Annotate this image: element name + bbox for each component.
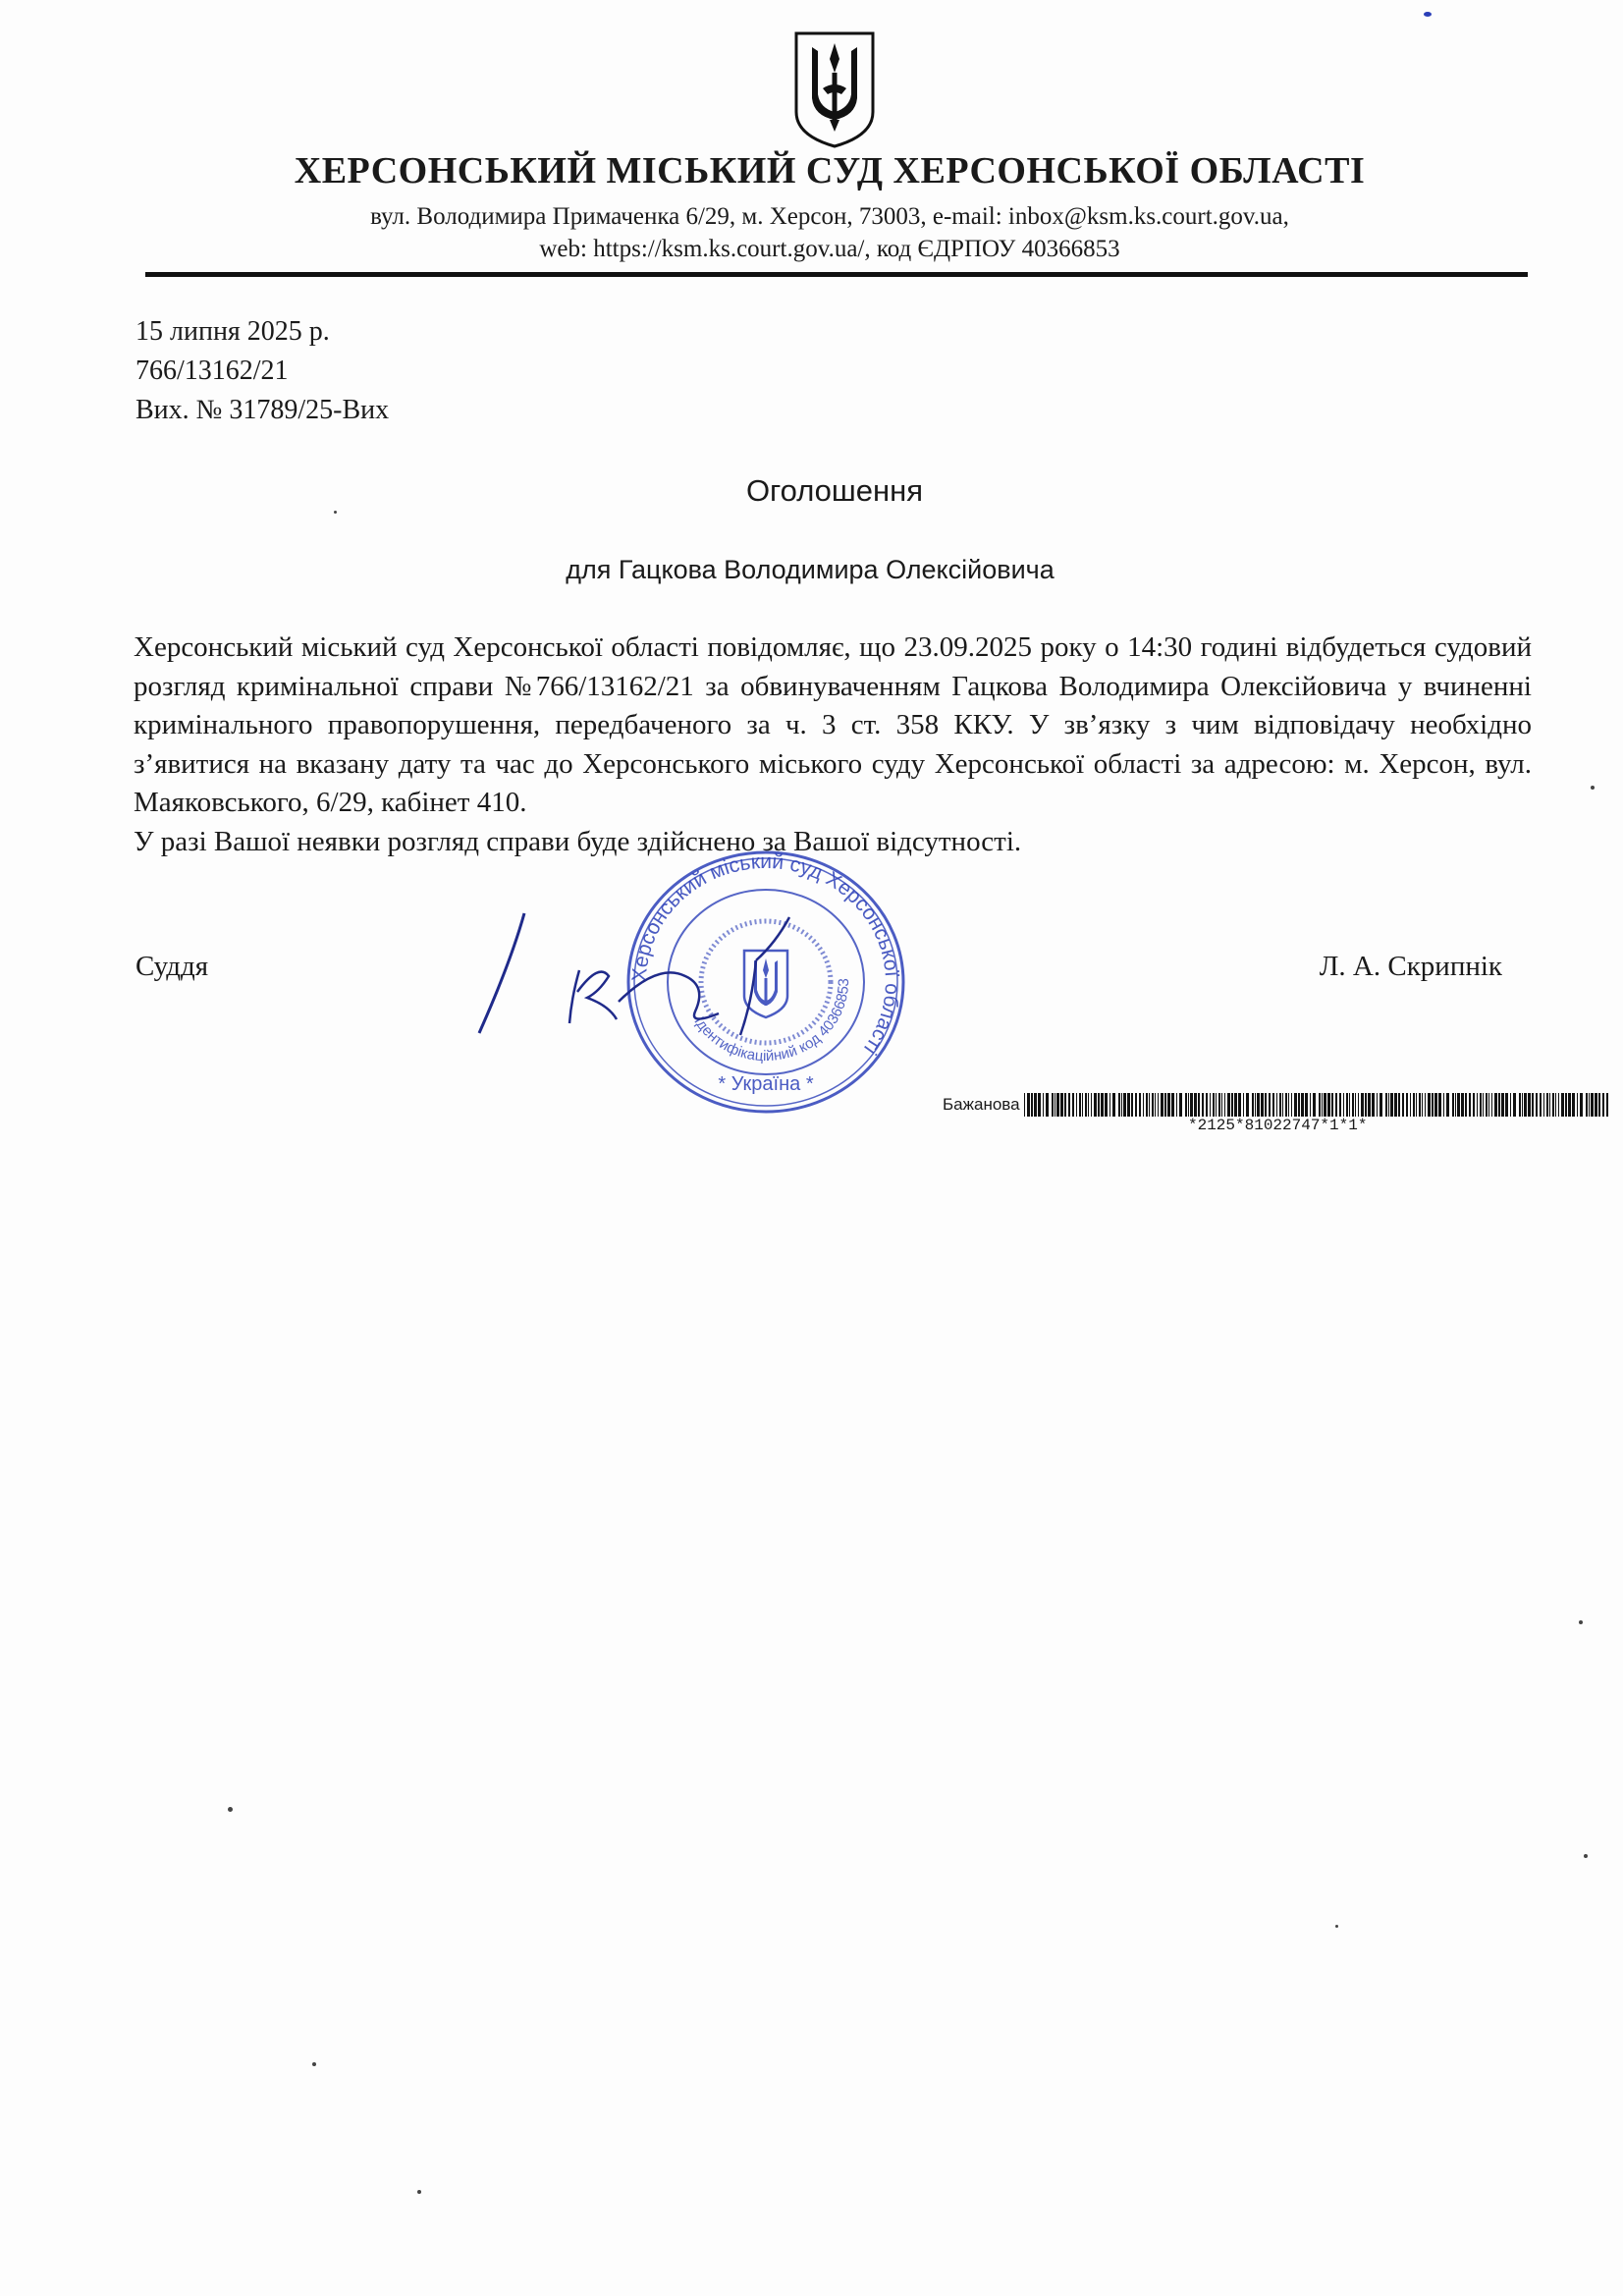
absence-warning-paragraph: У разі Вашої неявки розгляд справи буде здійснено за Вашої відсутності. [134,825,1022,857]
scan-speck [1424,12,1432,17]
seal-inner-text: Ідентифікаційний код 40366853 [690,978,853,1066]
barcode-bar [1088,1093,1089,1117]
barcode-bar [1052,1093,1054,1117]
barcode-bar [1343,1093,1344,1117]
outgoing-number: Вих. № 31789/25-Вих [135,395,390,425]
barcode-bar [1085,1093,1087,1117]
barcode-bar [1068,1093,1070,1117]
barcode-bar [1589,1093,1590,1117]
barcode-bar [1158,1093,1159,1117]
barcode-bar [1505,1093,1508,1117]
barcode-row [943,1091,1613,1119]
barcode-bar [1206,1093,1208,1117]
barcode-bar [1056,1093,1059,1117]
scan-speck [1335,1925,1338,1928]
barcode-bar [1118,1093,1120,1117]
barcode-bar [1455,1093,1456,1117]
barcode-bar [1565,1093,1567,1117]
barcode-bar [1380,1093,1382,1117]
barcode-bar [1034,1093,1037,1117]
barcode-bar [1498,1093,1500,1117]
barcode-bar [1410,1093,1411,1117]
barcode-bar [1285,1093,1287,1117]
barcode-bar [1428,1093,1431,1117]
barcode-bar [1491,1093,1492,1117]
barcode-bar [1079,1093,1081,1117]
barcode-bar [1091,1093,1092,1117]
barcode-bar [1586,1093,1588,1117]
barcode-bar [1602,1093,1604,1117]
barcode-bar [1461,1093,1464,1117]
scan-speck [1591,786,1595,790]
document-date: 15 липня 2025 р. [135,316,330,347]
barcode-bar [1388,1093,1389,1117]
barcode-bar [1324,1093,1326,1117]
barcode-bar [1179,1093,1182,1117]
barcode-bar [1082,1093,1083,1117]
barcode-bar [1434,1093,1437,1117]
barcode-bar [1139,1093,1141,1117]
barcode-bar [1202,1093,1204,1117]
barcode-bar [1060,1093,1063,1117]
barcode-bar [1473,1093,1475,1117]
signer-name: Л. А. Скрипнік [1319,951,1502,982]
barcode-bar [1112,1093,1115,1117]
barcode-bar [1224,1093,1225,1117]
barcode-bar [1543,1093,1544,1117]
barcode-bar [1465,1093,1467,1117]
barcode-bar [1494,1093,1497,1117]
barcode-bar [1265,1093,1267,1117]
barcode-bar [1109,1093,1110,1117]
barcode-bar [1238,1093,1241,1117]
barcode-bar [1164,1093,1166,1117]
barcode-image [1024,1093,1613,1117]
barcode-bar [1257,1093,1260,1117]
barcode-bar [1368,1093,1371,1117]
barcode-bar [1483,1093,1484,1117]
document-title: Оголошення [745,473,924,508]
barcode-bar [1398,1093,1400,1117]
barcode-bar [1549,1093,1550,1117]
barcode-bar [1580,1093,1583,1117]
barcode-bar [1536,1093,1538,1117]
barcode-bar [1227,1093,1230,1117]
barcode-bar [1194,1093,1197,1117]
barcode-bar [1443,1093,1444,1117]
barcode-bar [1218,1093,1220,1117]
trident-coat-of-arms-icon [790,29,879,149]
barcode-bar [1335,1093,1337,1117]
barcode-bar [1540,1093,1542,1117]
barcode-bar [1213,1093,1215,1117]
barcode-bar [1546,1093,1548,1117]
barcode-bar [1339,1093,1341,1117]
barcode-bar [1413,1093,1415,1117]
barcode-bar [1269,1093,1271,1117]
barcode-bar [1176,1093,1177,1117]
barcode-bar [1027,1093,1030,1117]
barcode-bar [1469,1093,1471,1117]
barcode-bar [1243,1093,1244,1117]
barcode-bar [1221,1093,1222,1117]
barcode-bar [1365,1093,1367,1117]
barcode-bar [1528,1093,1531,1117]
barcode-bar [1331,1093,1333,1117]
barcode-bar [1301,1093,1304,1117]
barcode-bar [1155,1093,1156,1117]
barcode-bar [1480,1093,1482,1117]
barcode-bar [1577,1093,1578,1117]
barcode-bar [1513,1093,1516,1117]
barcode-bar [1598,1093,1600,1117]
barcode-bar [1272,1093,1274,1117]
scan-speck [1579,1620,1583,1624]
header-divider [145,272,1528,277]
barcode-bar [1190,1093,1193,1117]
barcode-bar [1349,1093,1350,1117]
barcode-bar [1377,1093,1378,1117]
barcode-bar [1346,1093,1348,1117]
barcode-bar [1319,1093,1321,1117]
barcode-bar [1024,1093,1025,1117]
barcode-bar [1361,1093,1364,1117]
barcode-bar [1477,1093,1478,1117]
barcode-bar [1452,1093,1454,1117]
barcode-bar [1568,1093,1571,1117]
barcode-bar [1198,1093,1200,1117]
seal-outer-text: Херсонський міський суд Херсонської області [627,849,904,1060]
barcode-bar [1422,1093,1423,1117]
court-address: вул. Володимира Примаченка 6/29, м. Херсон, 73003, e-mail: inbox@ksm.ks.court.gov.ua, [370,203,1289,230]
barcode-bar [1031,1093,1033,1117]
addressee-line: для Гацкова Володимира Олексійовича [566,555,1055,584]
barcode-bar [1234,1093,1237,1117]
barcode-bar [1591,1093,1594,1117]
barcode-bar [1210,1093,1211,1117]
barcode-bar [1394,1093,1397,1117]
barcode-bar [1524,1093,1527,1117]
barcode-bar [1488,1093,1489,1117]
barcode-bar [1127,1093,1130,1117]
scan-speck [228,1807,233,1812]
barcode-bar [1425,1093,1426,1117]
barcode-bar [1355,1093,1356,1117]
scan-speck [312,2062,316,2066]
court-name: ХЕРСОНСЬКИЙ МІСЬКИЙ СУД ХЕРСОНСЬКОЇ ОБЛАСТІ [294,150,1366,191]
barcode-bar [1288,1093,1289,1117]
barcode-bar [1298,1093,1300,1117]
barcode-bar [1572,1093,1575,1117]
barcode-bar [1216,1093,1217,1117]
barcode-bar [1390,1093,1393,1117]
barcode-bar [1043,1093,1044,1117]
barcode-bar [1322,1093,1323,1117]
barcode-bar [1406,1093,1408,1117]
barcode-bar [1457,1093,1460,1117]
barcode-bar [1438,1093,1441,1117]
barcode-bar [1146,1093,1148,1117]
barcode-bar [1105,1093,1108,1117]
barcode-bar [1282,1093,1283,1117]
barcode-bar [1522,1093,1523,1117]
barcode-bar [1486,1093,1488,1117]
barcode-bar [1558,1093,1559,1117]
barcode-bar [1246,1093,1249,1117]
announcement-body [134,629,1532,861]
barcode-clerk-name: Бажанова [943,1095,1020,1114]
barcode-bar [1064,1093,1066,1117]
case-number: 766/13162/21 [135,355,289,386]
scan-speck [1584,1854,1588,1858]
barcode-bar [1419,1093,1421,1117]
barcode-bar [1098,1093,1100,1117]
barcode-bar [1510,1093,1511,1117]
barcode-code-text: *2125*81022747*1*1* [1188,1117,1368,1134]
barcode-bar [1072,1093,1074,1117]
barcode-bar [1252,1093,1254,1117]
barcode-bar [1532,1093,1534,1117]
court-web-and-code: web: https://ksm.ks.court.gov.ua/, код ЄДРПОУ 40366853 [539,236,1120,262]
barcode-bar [1046,1093,1049,1117]
barcode-bar [1372,1093,1375,1117]
barcode-bar [1291,1093,1292,1117]
barcode-bar [1076,1093,1077,1117]
barcode-bar [1131,1093,1133,1117]
barcode-bar [1094,1093,1097,1117]
seal-country-text: * Україна * [718,1073,814,1095]
barcode-bar [1519,1093,1521,1117]
barcode-bar [1279,1093,1281,1117]
barcode-bar [1305,1093,1308,1117]
scan-speck [417,2190,421,2194]
barcode-bar [1416,1093,1417,1117]
barcode-bar [1294,1093,1297,1117]
barcode-bar [1446,1093,1449,1117]
barcode-bar [1161,1093,1163,1117]
barcode-bar [1352,1093,1354,1117]
barcode-bar [1606,1093,1608,1117]
barcode-bar [1313,1093,1316,1117]
barcode-bar [1121,1093,1122,1117]
barcode-bar [1171,1093,1174,1117]
barcode-bar [1561,1093,1564,1117]
barcode-bar [1552,1093,1554,1117]
barcode-bar [1276,1093,1277,1117]
barcode-bar [1555,1093,1556,1117]
barcode-bar [1327,1093,1330,1117]
barcode-bar [1432,1093,1434,1117]
barcode-bar [1595,1093,1597,1117]
scan-speck [334,511,337,514]
barcode-bar [1385,1093,1387,1117]
barcode-bar [1231,1093,1233,1117]
barcode-bar [1185,1093,1187,1117]
barcode-bar [1255,1093,1256,1117]
barcode-bar [1101,1093,1104,1117]
barcode-bar [1123,1093,1126,1117]
barcode-bar [1135,1093,1137,1117]
barcode-bar [1310,1093,1311,1117]
barcode-bar [1188,1093,1189,1117]
barcode-bar [1152,1093,1154,1117]
signer-role: Суддя [135,951,209,982]
barcode-bar [1167,1093,1170,1117]
barcode-bar [1143,1093,1144,1117]
judge-signature [461,903,874,1051]
barcode-bar [1149,1093,1150,1117]
barcode-bar [1501,1093,1504,1117]
barcode-bar [1358,1093,1359,1117]
barcode-bar [1402,1093,1404,1117]
barcode-bar [1038,1093,1041,1117]
barcode-bar [1261,1093,1264,1117]
announcement-paragraph: Херсонський міський суд Херсонської області повідомляє, що 23.09.2025 року о 14:30 годині відбудеться судовий розгляд кримінальної справи №766/13162/21 за обвинуваченням Гацкова Володимира Олексійовича у вчиненні кримінального правопорушення, передбаченого за ч. 3 ст. 358 ККУ. У зв’язку з чим відповідачу необхідно з’явитися на вказану дату та час до Херсонського міського суду Херсонської області за адресою: м. Херсон, вул. Маяковського, 6/29, кабінет 410. [134,631,1532,818]
